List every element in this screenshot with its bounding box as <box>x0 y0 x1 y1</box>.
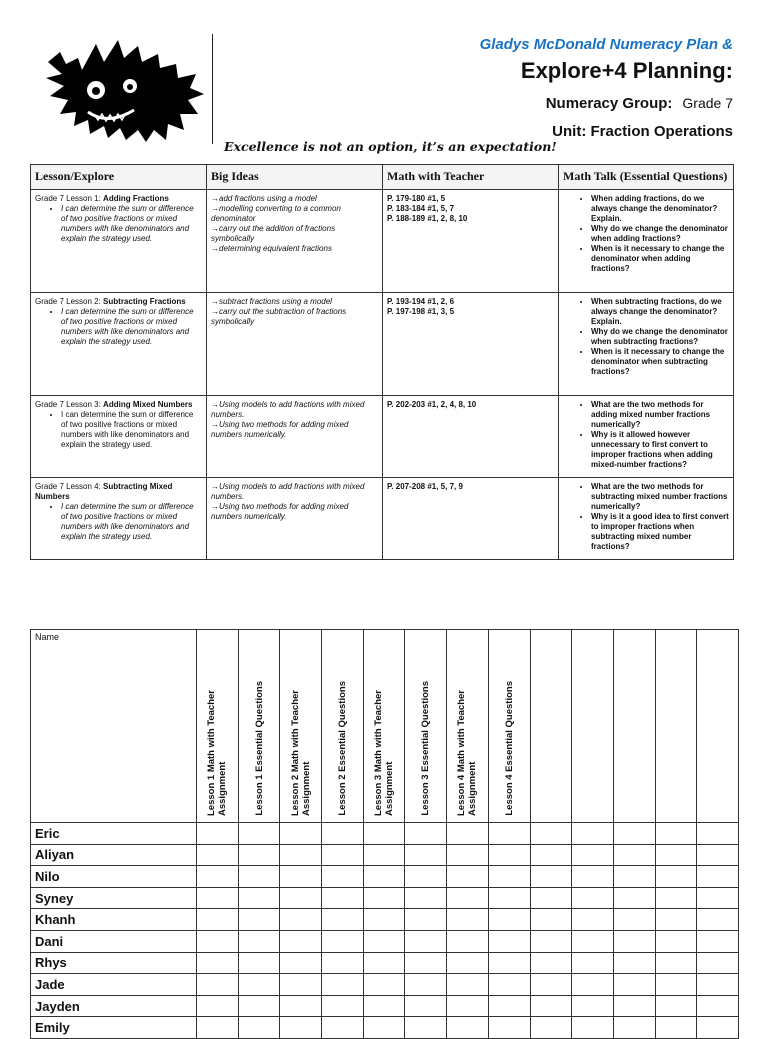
tracker-cell[interactable] <box>280 995 322 1017</box>
tracker-cell[interactable] <box>197 866 239 888</box>
table-row <box>31 293 734 396</box>
tracker-cell[interactable] <box>655 930 697 952</box>
logo-divider <box>212 34 213 144</box>
tracker-cell[interactable] <box>655 1017 697 1039</box>
table-row <box>31 909 739 931</box>
tracker-cell[interactable] <box>280 1017 322 1039</box>
lesson-goal: • I can determine the sum or difference of two positive fractions or mixed numbers with like denominators and explain the strategy used. <box>61 307 202 347</box>
table-row <box>31 866 739 888</box>
tracker-cell[interactable] <box>280 887 322 909</box>
tracker-column-header <box>613 630 655 823</box>
student-name: Rhys <box>31 952 197 974</box>
tracker-cell[interactable] <box>697 887 739 909</box>
tracker-cell[interactable] <box>613 952 655 974</box>
tracker-cell[interactable] <box>238 887 280 909</box>
tracker-cell[interactable] <box>447 995 489 1017</box>
group-label: Numeracy Group: <box>545 95 673 112</box>
tracker-cell[interactable] <box>447 866 489 888</box>
tracker-column-header: Lesson 1 Math with Teacher Assignment <box>197 630 239 823</box>
tracker-cell[interactable] <box>280 974 322 996</box>
tracker-cell[interactable] <box>280 930 322 952</box>
tracker-cell[interactable] <box>447 844 489 866</box>
tracker-cell[interactable] <box>488 974 530 996</box>
tracker-cell[interactable] <box>572 974 614 996</box>
dog-icon <box>38 34 210 144</box>
tracker-cell[interactable] <box>697 930 739 952</box>
tracker-cell[interactable] <box>530 866 572 888</box>
tracker-cell[interactable] <box>322 1017 364 1039</box>
tracker-cell[interactable] <box>405 844 447 866</box>
tracker-cell[interactable] <box>238 866 280 888</box>
tracker-cell[interactable] <box>613 866 655 888</box>
lesson-cell <box>31 293 207 396</box>
table-row <box>31 1017 739 1039</box>
tracker-cell[interactable] <box>238 823 280 845</box>
tracker-cell[interactable] <box>530 930 572 952</box>
tracker-cell[interactable] <box>405 952 447 974</box>
name-column-header: Name <box>31 630 197 823</box>
tracker-cell[interactable] <box>488 995 530 1017</box>
lesson-title: Grade 7 Lesson 3: Adding Mixed Numbers <box>35 400 193 409</box>
tracker-cell[interactable] <box>697 823 739 845</box>
tracker-cell[interactable] <box>405 1017 447 1039</box>
tracker-header-row <box>31 630 739 823</box>
tracker-cell[interactable] <box>697 952 739 974</box>
table-row <box>31 823 739 845</box>
table-row <box>31 995 739 1017</box>
tracker-cell[interactable] <box>697 866 739 888</box>
tracker-cell[interactable] <box>197 974 239 996</box>
tracker-cell[interactable] <box>655 909 697 931</box>
tracker-cell[interactable] <box>572 823 614 845</box>
tracker-cell[interactable] <box>488 930 530 952</box>
table-row <box>31 190 734 293</box>
unit-title: Unit: Fraction Operations <box>552 123 733 140</box>
tracker-cell[interactable] <box>197 844 239 866</box>
tracker-cell[interactable] <box>530 1017 572 1039</box>
table-row <box>31 887 739 909</box>
plan-title: Explore+4 Planning: <box>520 58 733 83</box>
math-with-teacher-cell: P. 193-194 #1, 2, 6 P. 197-198 #1, 3, 5 <box>383 293 559 396</box>
tracker-cell[interactable] <box>405 866 447 888</box>
tracker-cell[interactable] <box>197 823 239 845</box>
student-name: Nilo <box>31 866 197 888</box>
tracker-cell[interactable] <box>572 866 614 888</box>
tracker-cell[interactable] <box>655 823 697 845</box>
tracker-cell[interactable] <box>697 1017 739 1039</box>
tracker-cell[interactable] <box>322 974 364 996</box>
tracker-cell[interactable] <box>363 1017 405 1039</box>
student-name: Dani <box>31 930 197 952</box>
school-mascot-logo <box>38 34 210 144</box>
student-name: Jayden <box>31 995 197 1017</box>
column-header: Math with Teacher <box>383 165 559 190</box>
tracker-cell[interactable] <box>238 844 280 866</box>
tracker-cell[interactable] <box>280 866 322 888</box>
tracker-cell[interactable] <box>280 909 322 931</box>
tracker-cell[interactable] <box>363 952 405 974</box>
tracker-cell[interactable] <box>197 1017 239 1039</box>
tracker-column-header: Lesson 3 Math with Teacher Assignment <box>363 630 405 823</box>
motto: Excellence is not an option, it’s an expectation! <box>224 139 557 154</box>
tracker-cell[interactable] <box>197 952 239 974</box>
tracker-cell[interactable] <box>405 995 447 1017</box>
math-with-teacher-cell: P. 202-203 #1, 2, 4, 8, 10 <box>383 396 559 478</box>
tracker-cell[interactable] <box>363 930 405 952</box>
big-ideas-cell: →add fractions using a model →modelling converting to a common denominator →carry out the addition of fractions symbolically →determining equivalent fractions <box>207 190 383 293</box>
big-ideas-cell: →Using models to add fractions with mixed numbers. →Using two methods for adding mixed numbers numerically. <box>207 478 383 560</box>
student-name: Syney <box>31 887 197 909</box>
tracker-column-header: Lesson 4 Math with Teacher Assignment <box>447 630 489 823</box>
table-row <box>31 974 739 996</box>
tracker-cell[interactable] <box>655 974 697 996</box>
lesson-cell <box>31 396 207 478</box>
tracker-cell[interactable] <box>197 909 239 931</box>
tracker-cell[interactable] <box>572 930 614 952</box>
lesson-title: Grade 7 Lesson 4: Subtracting Mixed Numbers <box>35 482 173 501</box>
tracker-cell[interactable] <box>322 930 364 952</box>
tracker-cell[interactable] <box>322 844 364 866</box>
planning-table <box>30 164 734 560</box>
tracker-column-header: Lesson 2 Math with Teacher Assignment <box>280 630 322 823</box>
tracker-cell[interactable] <box>405 909 447 931</box>
tracker-cell[interactable] <box>363 866 405 888</box>
tracker-cell[interactable] <box>613 1017 655 1039</box>
table-row <box>31 930 739 952</box>
tracker-cell[interactable] <box>447 887 489 909</box>
tracker-cell[interactable] <box>363 887 405 909</box>
tracker-cell[interactable] <box>655 844 697 866</box>
big-ideas-cell: →Using models to add fractions with mixed numbers. →Using two methods for adding mixed numbers numerically. <box>207 396 383 478</box>
group-value: Grade 7 <box>682 95 733 111</box>
tracker-cell[interactable] <box>322 909 364 931</box>
tracker-cell[interactable] <box>488 823 530 845</box>
tracker-cell[interactable] <box>697 974 739 996</box>
tracker-cell[interactable] <box>363 995 405 1017</box>
tracker-cell[interactable] <box>238 995 280 1017</box>
student-name: Aliyan <box>31 844 197 866</box>
tracker-cell[interactable] <box>572 995 614 1017</box>
tracker-cell[interactable] <box>322 995 364 1017</box>
essential-questions-cell: • When subtracting fractions, do we always change the denominator? Explain. • Why do we change the denominator when subtracting fractions? • When is it necessary to change the denominator when subtracting fractions? <box>559 293 734 396</box>
tracker-cell[interactable] <box>530 823 572 845</box>
tracker-cell[interactable] <box>363 823 405 845</box>
planning-table-header <box>31 165 734 190</box>
tracker-cell[interactable] <box>447 1017 489 1039</box>
student-name: Emily <box>31 1017 197 1039</box>
tracker-cell[interactable] <box>405 974 447 996</box>
tracker-cell[interactable] <box>447 974 489 996</box>
tracker-cell[interactable] <box>363 844 405 866</box>
big-ideas-cell: →subtract fractions using a model →carry out the subtraction of fractions symbolically <box>207 293 383 396</box>
lesson-goal: • I can determine the sum or difference of two positive fractions or mixed numbers with like denominators and explain the strategy used. <box>61 204 202 244</box>
tracker-cell[interactable] <box>488 952 530 974</box>
tracker-column-header: Lesson 4 Essential Questions <box>488 630 530 823</box>
tracker-cell[interactable] <box>238 930 280 952</box>
tracker-cell[interactable] <box>447 930 489 952</box>
tracker-cell[interactable] <box>488 1017 530 1039</box>
tracker-cell[interactable] <box>488 887 530 909</box>
tracker-cell[interactable] <box>572 909 614 931</box>
tracker-cell[interactable] <box>655 887 697 909</box>
tracker-cell[interactable] <box>405 887 447 909</box>
tracker-cell[interactable] <box>488 909 530 931</box>
math-with-teacher-cell: P. 207-208 #1, 5, 7, 9 <box>383 478 559 560</box>
tracker-column-header: Lesson 3 Essential Questions <box>405 630 447 823</box>
tracker-cell[interactable] <box>530 952 572 974</box>
tracker-cell[interactable] <box>197 995 239 1017</box>
tracker-cell[interactable] <box>488 844 530 866</box>
header-title-block <box>480 36 733 141</box>
tracker-cell[interactable] <box>238 1017 280 1039</box>
tracker-cell[interactable] <box>613 844 655 866</box>
essential-questions-cell: • When adding fractions, do we always change the denominator? Explain. • Why do we change the denominator when adding fractions? • When is it necessary to change the denominator when adding fractions? <box>559 190 734 293</box>
table-row <box>31 478 734 560</box>
tracker-cell[interactable] <box>447 952 489 974</box>
lesson-title: Grade 7 Lesson 1: Adding Fractions <box>35 194 169 203</box>
tracker-column-header <box>655 630 697 823</box>
tracker-cell[interactable] <box>697 909 739 931</box>
tracker-cell[interactable] <box>405 930 447 952</box>
tracker-cell[interactable] <box>322 823 364 845</box>
tracker-cell[interactable] <box>530 974 572 996</box>
tracker-cell[interactable] <box>405 823 447 845</box>
tracker-column-header: Lesson 2 Essential Questions <box>322 630 364 823</box>
table-row <box>31 396 734 478</box>
essential-questions-cell: • What are the two methods for adding mixed number fractions numerically? • Why is it allowed however unnecessary to first convert to improper fractions when adding mixed-number fractions? <box>559 396 734 478</box>
student-tracker-table <box>30 629 739 1039</box>
tracker-cell[interactable] <box>363 909 405 931</box>
essential-questions-cell: • What are the two methods for subtracting mixed number fractions numerically? • Why is it a good idea to first convert to improper fractions when subtracting mixed number fractions? <box>559 478 734 560</box>
lesson-goal: • I can determine the sum or difference of two positive fractions or mixed numbers with like denominators and explain the strategy used. <box>61 502 202 542</box>
tracker-cell[interactable] <box>613 909 655 931</box>
tracker-cell[interactable] <box>655 866 697 888</box>
table-row <box>31 952 739 974</box>
column-header: Lesson/Explore <box>31 165 207 190</box>
student-name: Khanh <box>31 909 197 931</box>
school-plan-title: Gladys McDonald Numeracy Plan & <box>479 36 733 53</box>
tracker-cell[interactable] <box>322 887 364 909</box>
math-with-teacher-cell: P. 179-180 #1, 5 P. 183-184 #1, 5, 7 P. 188-189 #1, 2, 8, 10 <box>383 190 559 293</box>
student-name: Eric <box>31 823 197 845</box>
lesson-cell <box>31 478 207 560</box>
tracker-cell[interactable] <box>613 995 655 1017</box>
tracker-cell[interactable] <box>697 995 739 1017</box>
lesson-cell <box>31 190 207 293</box>
tracker-cell[interactable] <box>280 844 322 866</box>
lesson-title: Grade 7 Lesson 2: Subtracting Fractions <box>35 297 186 306</box>
tracker-cell[interactable] <box>197 887 239 909</box>
tracker-cell[interactable] <box>322 866 364 888</box>
lesson-goal: • I can determine the sum or difference of two positive fractions or mixed numbers with like denominators and explain the strategy used. <box>61 410 202 450</box>
tracker-cell[interactable] <box>238 909 280 931</box>
table-row <box>31 844 739 866</box>
tracker-cell[interactable] <box>530 887 572 909</box>
tracker-cell[interactable] <box>572 844 614 866</box>
tracker-cell[interactable] <box>530 844 572 866</box>
tracker-cell[interactable] <box>238 974 280 996</box>
column-header: Big Ideas <box>207 165 383 190</box>
tracker-cell[interactable] <box>363 974 405 996</box>
tracker-cell[interactable] <box>530 995 572 1017</box>
numeracy-group <box>480 94 733 113</box>
tracker-cell[interactable] <box>613 930 655 952</box>
tracker-cell[interactable] <box>572 887 614 909</box>
tracker-cell[interactable] <box>613 887 655 909</box>
tracker-cell[interactable] <box>280 952 322 974</box>
tracker-column-header: Lesson 1 Essential Questions <box>238 630 280 823</box>
tracker-column-header <box>572 630 614 823</box>
tracker-cell[interactable] <box>613 974 655 996</box>
student-name: Jade <box>31 974 197 996</box>
tracker-cell[interactable] <box>613 823 655 845</box>
tracker-cell[interactable] <box>280 823 322 845</box>
tracker-cell[interactable] <box>447 909 489 931</box>
tracker-column-header <box>530 630 572 823</box>
tracker-cell[interactable] <box>197 930 239 952</box>
tracker-cell[interactable] <box>488 866 530 888</box>
tracker-cell[interactable] <box>572 952 614 974</box>
tracker-cell[interactable] <box>322 952 364 974</box>
tracker-cell[interactable] <box>572 1017 614 1039</box>
tracker-cell[interactable] <box>655 995 697 1017</box>
tracker-cell[interactable] <box>655 952 697 974</box>
tracker-cell[interactable] <box>238 952 280 974</box>
column-header: Math Talk (Essential Questions) <box>559 165 734 190</box>
tracker-cell[interactable] <box>697 844 739 866</box>
tracker-cell[interactable] <box>447 823 489 845</box>
tracker-cell[interactable] <box>530 909 572 931</box>
tracker-column-header <box>697 630 739 823</box>
